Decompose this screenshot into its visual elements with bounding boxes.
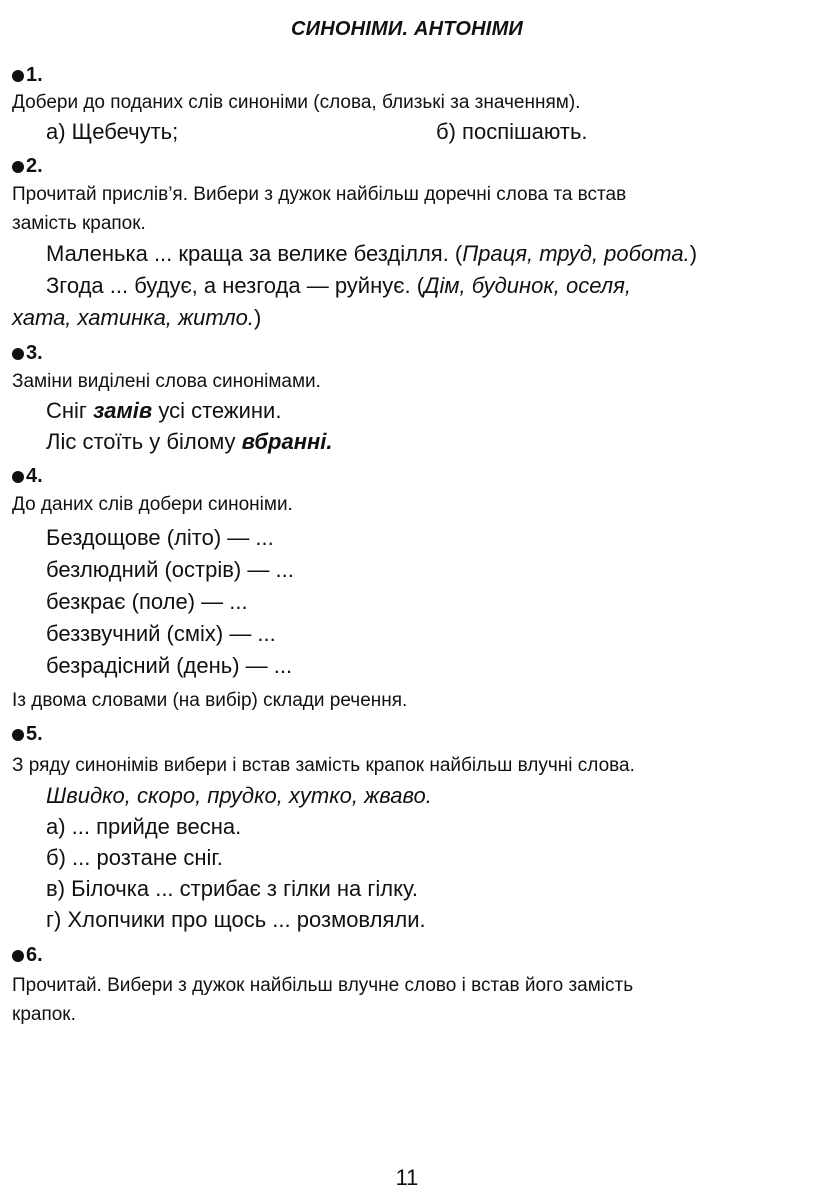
bullet-dot-icon xyxy=(12,161,24,173)
exercise-2-number xyxy=(12,155,43,178)
exercise-4-instruction: До даних слів добери синоніми. xyxy=(12,494,293,515)
exercise-5-item: г) Хлопчики про щось ... розмовляли. xyxy=(46,907,426,932)
exercise-6-number xyxy=(12,944,43,967)
exercise-3-instruction: Заміни виділені слова синонімами. xyxy=(12,371,321,392)
exercise-number-label: 2. xyxy=(26,155,43,177)
exercise-1-item-b: б) поспішають. xyxy=(436,119,588,144)
bullet-dot-icon xyxy=(12,729,24,741)
exercise-2-instruction-line-2: замість крапок. xyxy=(12,213,146,234)
sentence-text: Сніг xyxy=(46,398,94,423)
page-number: 11 xyxy=(395,1165,419,1190)
proverb-options: Дім, будинок, оселя, xyxy=(424,273,631,298)
exercise-2-proverb-2-continued xyxy=(12,303,261,333)
proverb-text: Маленька ... краща за велике безділля. ( xyxy=(46,241,463,266)
proverb-close: ) xyxy=(254,305,262,330)
proverb-close: ) xyxy=(689,241,698,266)
exercise-number-label: 6. xyxy=(26,944,43,966)
bullet-dot-icon xyxy=(12,950,24,962)
exercise-3-number xyxy=(12,342,43,365)
exercise-1-instruction: Добери до поданих слів синоніми (слова, близькі за значенням). xyxy=(12,92,581,113)
exercise-number-label: 3. xyxy=(26,342,43,364)
proverb-options: Праця, труд, робота. xyxy=(462,241,690,266)
exercise-1-item-a: а) Щебечуть; xyxy=(46,119,179,144)
exercise-5-item: в) Білочка ... стрибає з гілки на гілку. xyxy=(46,876,418,901)
bullet-dot-icon xyxy=(12,471,24,483)
exercise-5-number xyxy=(12,723,43,746)
sentence-text: Ліс стоїть у білому xyxy=(46,429,242,454)
sentence-text: усі стежини. xyxy=(152,398,282,423)
exercise-1-number xyxy=(12,64,43,87)
exercise-2-instruction-line-1: Прочитай прислів’я. Вибери з дужок найбільш доречні слова та встав xyxy=(12,184,627,205)
exercise-4-item: беззвучний (сміх) — ... xyxy=(46,621,276,646)
bullet-dot-icon xyxy=(12,70,24,82)
exercise-4-item: безкрає (поле) — ... xyxy=(46,589,248,614)
exercise-4-followup: Із двома словами (на вибір) склади речення. xyxy=(12,690,408,711)
exercise-number-label: 1. xyxy=(26,64,43,86)
bullet-dot-icon xyxy=(12,348,24,360)
highlighted-word: вбранні. xyxy=(241,429,333,454)
exercise-number-label: 5. xyxy=(26,723,43,745)
page-title: СИНОНІМИ. АНТОНІМИ xyxy=(290,18,524,40)
exercise-5-item: а) ... прийде весна. xyxy=(46,814,242,839)
exercise-number-label: 4. xyxy=(26,465,43,487)
exercise-4-item: безрадісний (день) — ... xyxy=(46,653,293,678)
exercise-5-instruction: З ряду синонімів вибери і встав замість крапок найбільш влучні слова. xyxy=(12,755,635,776)
proverb-options: хата, хатинка, житло. xyxy=(12,305,254,330)
exercise-6-instruction-line-1: Прочитай. Вибери з дужок найбільш влучне слово і встав його замість xyxy=(12,975,634,996)
exercise-4-item: Бездощове (літо) — ... xyxy=(46,525,274,550)
exercise-4-number xyxy=(12,465,43,488)
proverb-text: Згода ... будує, а незгода — руйнує. ( xyxy=(46,273,425,298)
exercise-3-sentence-2 xyxy=(46,427,333,457)
exercise-2-proverb-1 xyxy=(46,239,697,269)
exercise-5-synonyms: Швидко, скоро, прудко, хутко, жваво. xyxy=(46,783,432,808)
exercise-2-proverb-2 xyxy=(46,271,631,301)
highlighted-word: замів xyxy=(93,398,153,423)
exercise-5-item: б) ... розтане сніг. xyxy=(46,845,223,870)
exercise-6-instruction-line-2: крапок. xyxy=(12,1004,76,1025)
exercise-4-item: безлюдний (острів) — ... xyxy=(46,557,294,582)
exercise-3-sentence-1 xyxy=(46,396,281,426)
